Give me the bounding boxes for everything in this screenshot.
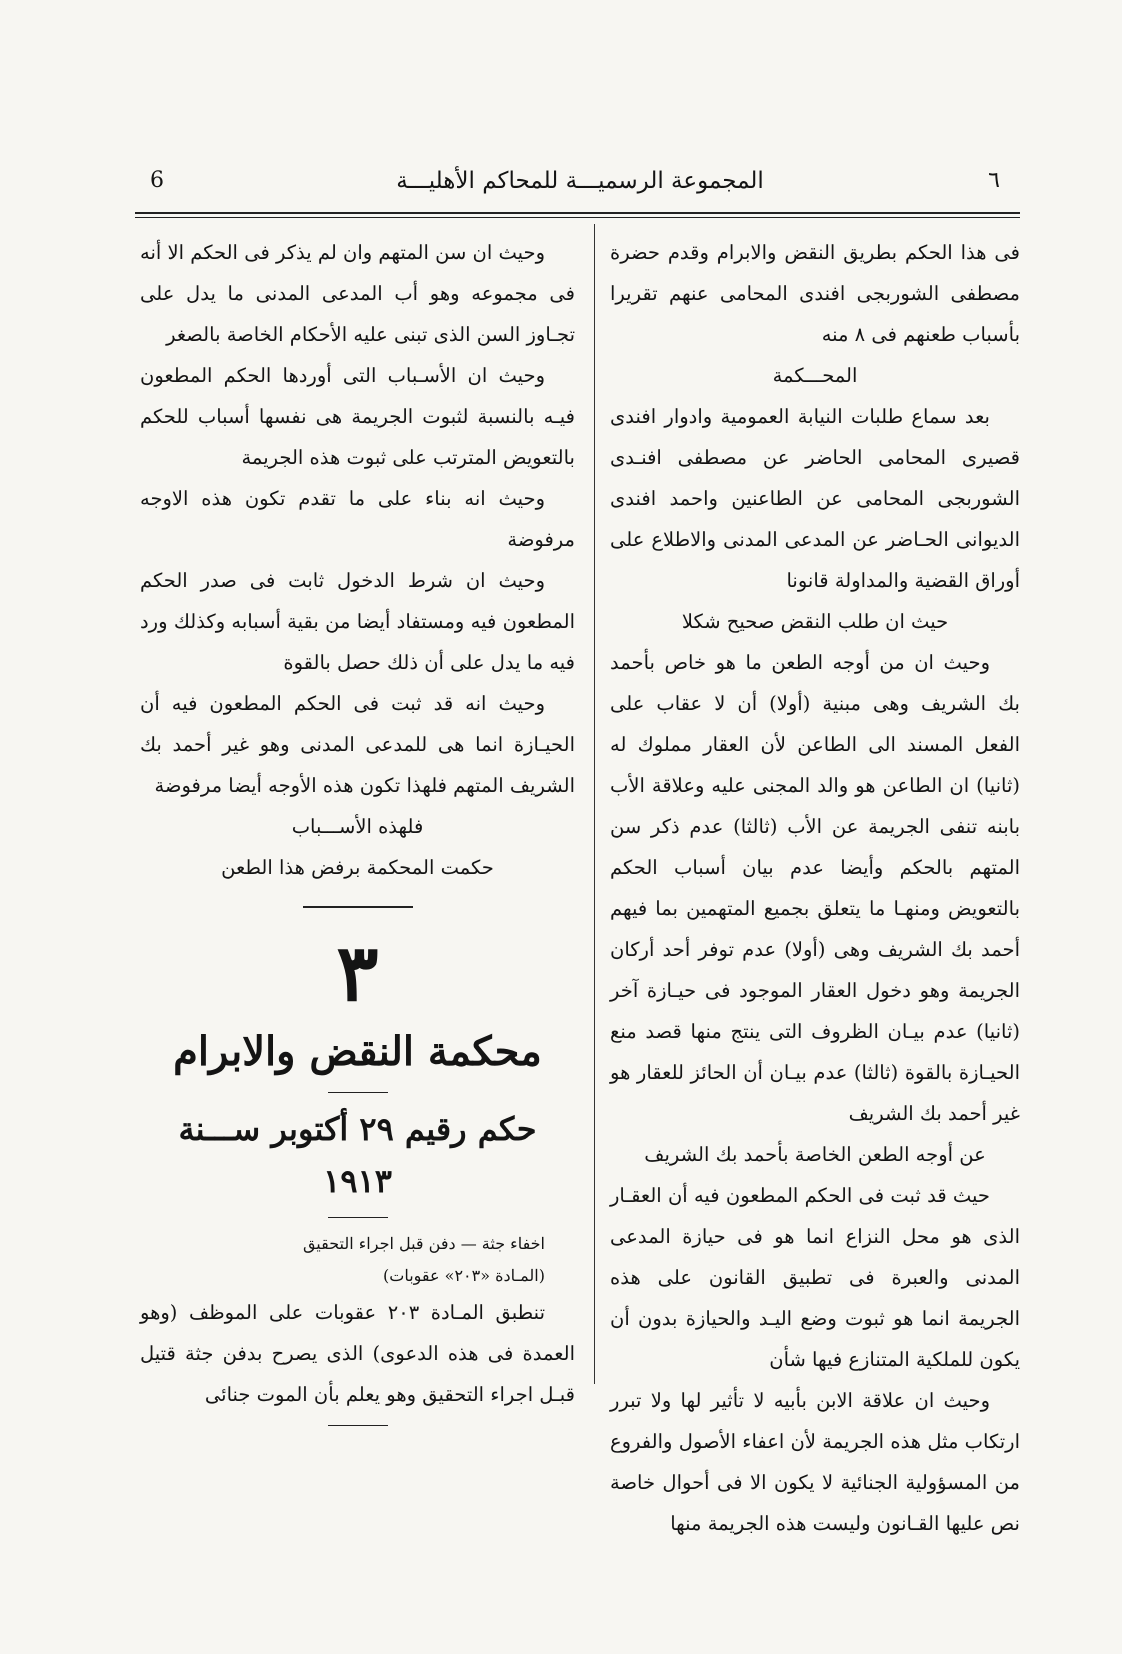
- page-number-latin: 6: [150, 168, 164, 193]
- running-title: المجموعة الرسميـــة للمحاكم الأهليـــة: [396, 168, 764, 194]
- paragraph: فى هذا الحكم بطريق النقض والابرام وقدم حضرة مصطفى الشوربجى افندى المحامى عنهم تقريرا بأسباب طعنهم فى ٨ منه: [610, 241, 1020, 346]
- judgment-title: حكم رقيم ٢٩ أكتوبر ســـنة ١٩١٣: [178, 1110, 537, 1200]
- paragraph: حيث ان طلب النقض صحيح شكلا: [681, 610, 949, 633]
- page-header: [140, 168, 1020, 204]
- paragraph: وحيث انه قد ثبت فى الحكم المطعون فيه أن الحيـازة انما هى للمدعى المدنى وهو غير أحمد بك الشريف المتهم فلهذا تكون هذه الأوجه أيضا مرفوضة: [140, 692, 575, 797]
- paragraph: وحيث ان سن المتهم وان لم يذكر فى الحكم الا أنه فى مجموعه وهو أب المدعى المدنى ما يدل على تجـاوز السن الذى تبنى عليه الأحكام الخاصة بالصغر: [140, 241, 575, 346]
- summary-text: تنطبق المـادة ٢٠٣ عقوبات على الموظف (وهو العمدة فى هذه الدعوى) الذى يصرح بدفن جثة قتيل قبـل اجراء التحقيق وهو يعلم بأن الموت جنائى: [140, 1301, 575, 1406]
- paragraph: حيث قد ثبت فى الحكم المطعون فيه أن العقـار الذى هو محل النزاع انما هو فى حيازة المدعى المدنى والعبرة فى تطبيق القانون على هذه الجريمة انما هو ثبوت وضع اليـد والحيازة بدون أن يكون للملكية المتنازع فيها شأن: [610, 1184, 1020, 1371]
- summary-article: (المـادة «٢٠٣» عقوبات): [383, 1266, 545, 1285]
- section-divider: [303, 906, 413, 908]
- left-column: [140, 232, 575, 1436]
- paragraph: وحيث ان الأسـباب التى أوردها الحكم المطعون فيـه بالنسبة لثبوت الجريمة هى نفسها أسباب للحكم بالتعويض المترتب على ثبوت هذه الجريمة: [140, 364, 575, 469]
- title-divider: [328, 1092, 388, 1093]
- end-divider: [328, 1425, 388, 1426]
- column-divider: [594, 224, 595, 1384]
- ruling-text: حكمت المحكمة برفض هذا الطعن: [221, 856, 494, 879]
- section-heading: المحـــكمة: [772, 364, 858, 387]
- header-rule-thin: [135, 217, 1020, 218]
- reasons-heading: فلهذه الأســـباب: [291, 815, 424, 838]
- paragraph: وحيث ان شرط الدخول ثابت فى صدر الحكم المطعون فيه ومستفاد أيضا من بقية أسبابه وكذلك ورد فيه ما يدل على أن ذلك حصل بالقوة: [140, 569, 575, 674]
- right-column: [610, 232, 1020, 1544]
- case-number: ٣: [336, 928, 379, 1019]
- paragraph: وحيث انه بناء على ما تقدم تكون هذه الاوجه مرفوضة: [140, 487, 575, 551]
- paragraph: وحيث ان من أوجه الطعن ما هو خاص بأحمد بك الشريف وهى مبنية (أولا) أن لا عقاب على الفعل المسند الى الطاعن لأن العقار مملوك له (ثانيا) ان الطاعن هو والد المجنى عليه وعلاقة الأب بابنه تنفى الجريمة عن الأب (ثالثا) عدم ذكر سن المتهم بالحكم وأيضا عدم بيان أسباب الحكم بالتعويض ومنهـا ما يتعلق بجميع المتهمين بما فيهم أحمد بك الشريف وهى (أولا) عدم توفر أحد أركان الجريمة وهو دخول العقار الموجود فى حيـازة آخر (ثانيا) عدم بيـان الظروف التى ينتج منها قصد منع الحيـازة بالقوة (ثالثا) عدم بيـان أن الحائز للعقار هو غير أحمد بك الشريف: [610, 651, 1020, 1125]
- subsection-heading: عن أوجه الطعن الخاصة بأحمد بك الشريف: [644, 1143, 986, 1166]
- paragraph: بعد سماع طلبات النيابة العمومية وادوار افندى قصيرى المحامى الحاضر عن مصطفى افنـدى الشوربجى المحامى عن الطاعنين واحمد افندى الديوانى الحـاضر عن المدعى المدنى والاطلاع على أوراق القضية والمداولة قانونا: [610, 405, 1020, 592]
- title-divider: [328, 1217, 388, 1218]
- summary-topic: اخفاء جثة — دفن قبل اجراء التحقيق: [302, 1234, 545, 1253]
- page-number-arabic: ٦: [988, 168, 1000, 193]
- court-title: محكمة النقض والابرام: [173, 1028, 542, 1075]
- paragraph: وحيث ان علاقة الابن بأبيه لا تأثير لها ولا تبرر ارتكاب مثل هذه الجريمة لأن اعفاء الأصول والفروع من المسؤولية الجنائية لا يكون الا فى أحوال خاصة نص عليها القـانون وليست هذه الجريمة منها: [610, 1389, 1020, 1535]
- header-rule: [135, 212, 1020, 214]
